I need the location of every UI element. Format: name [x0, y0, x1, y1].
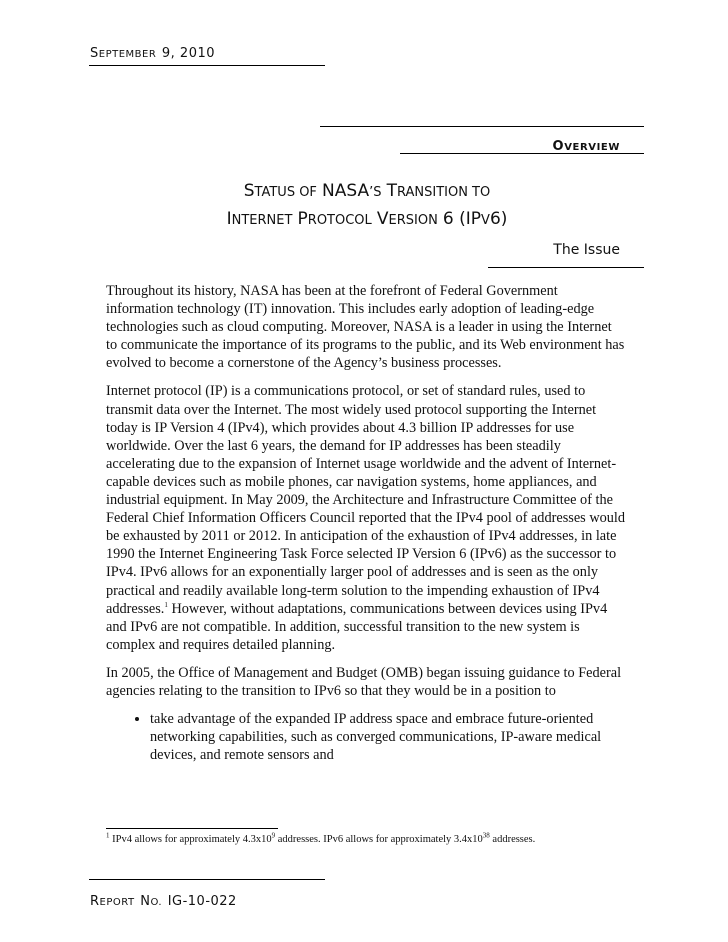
title-text: NASA: [322, 181, 370, 201]
footnote-text: addresses. IPv6 allows for approximately 3.4x10: [275, 834, 483, 845]
issue-rule: [488, 267, 644, 268]
overview-rest: VERVIEW: [564, 142, 620, 153]
list-item: • take advantage of the expanded IP address space and embrace future-oriented networking capabilities, such as converged communications, IP-aware medical devices, and remote sensors and: [150, 710, 626, 764]
section-heading-overview: [553, 135, 620, 154]
title-cap: T: [386, 181, 397, 201]
footer-rule: [89, 879, 325, 880]
title-text: ERSION: [388, 213, 438, 228]
paragraph-2: [106, 382, 626, 653]
title-text: NTERNET: [231, 213, 293, 228]
footnote-number: 1: [106, 831, 110, 840]
title-cap: S: [243, 181, 255, 201]
paragraph-1: Throughout its history, NASA has been at the forefront of Federal Government information technology (IT) innovation. This includes early adoption of leading-edge technologies such as cloud computing. Moreover, NASA is a leader in using the Internet to communicate the importance of its programs to the public, and its Web environment has evolved to become a cornerstone of the Agency’s business processes.: [106, 283, 625, 372]
title-cap: P: [297, 209, 308, 229]
footnote-text: addresses.: [489, 834, 536, 845]
footer-report-number: [90, 890, 237, 909]
title-text: 6): [489, 209, 508, 229]
title-line-2: [90, 206, 644, 234]
report-title: [90, 178, 644, 234]
footnote-rule: [106, 828, 278, 829]
footnote-text: IPv4 allows for approximately 4.3x10: [109, 834, 272, 845]
title-line-1: [90, 178, 644, 206]
footer-text: O.: [150, 897, 163, 908]
footnote: [106, 831, 536, 845]
body-content: [106, 282, 626, 764]
bullet-list: [106, 710, 626, 764]
title-cap: I: [226, 209, 232, 229]
footer-cap: N: [140, 894, 151, 909]
title-text: RANSITION TO: [396, 185, 491, 200]
overview-bottom-rule: [400, 153, 644, 154]
footnote-ref[interactable]: 1: [164, 600, 168, 609]
date-rest: EPTEMBER: [98, 49, 157, 60]
footer-cap: R: [90, 894, 100, 909]
issue-heading: The Issue: [553, 242, 620, 258]
footnote-exponent: 9: [271, 831, 276, 840]
paragraph-2-text: Internet protocol (IP) is a communications protocol, or set of standard rules, used to transmit data over the Internet. The most widely used protocol supporting the Internet today is IP Version 4 (IPv4), which provides about 4.3 billion IP addresses for use worldwide. Over the last 6 years, the demand for IP addresses has been steadily accelerating due to the expansion of Internet usage worldwide and the advent of Internet-capable devices such as mobile phones, car navigation systems, home appliances, and industrial equipment. In May 2009, the Architecture and Infrastructure Committee of the Federal Chief Information Officers Council reported that the IPv4 pool of addresses would be exhausted by 2011 or 2012. In anticipation of the exhaustion of IPv4 addresses, in late 1990 the Internet Engineering Task Force selected IP Version 6 (IPv6) as the successor to IPv4. IPv6 allows for an exponentially larger pool of addresses and is seen as the only practical and readily available long-term solution to the impending exhaustion of IPv4 addresses.: [106, 383, 626, 617]
date-cap: S: [90, 46, 99, 61]
footer-text: EPORT: [99, 897, 135, 908]
title-text: V: [481, 213, 490, 228]
title-text: ’S: [369, 185, 382, 200]
overview-cap: O: [552, 139, 565, 154]
header-date: [90, 42, 215, 61]
overview-top-rule: [320, 126, 644, 127]
header-rule: [89, 65, 325, 66]
paragraph-3: In 2005, the Office of Management and Budget (OMB) began issuing guidance to Federal agencies relating to the transition to IPv6 so that they would be in a position to: [106, 664, 622, 699]
paragraph-2-tail: However, without adaptations, communications between devices using IPv4 and IPv6 are not compatible. In addition, successful transition to the new system is complex and requires detailed planning.: [106, 600, 608, 653]
title-text: ROTOCOL: [307, 213, 372, 228]
title-text: 6 (IP: [442, 209, 482, 229]
title-text: TATUS OF: [254, 185, 317, 200]
footer-number: IG-10-022: [167, 894, 237, 909]
footnote-exponent: 38: [482, 831, 490, 840]
date-number: 9, 2010: [161, 46, 216, 61]
title-cap: V: [376, 209, 389, 229]
